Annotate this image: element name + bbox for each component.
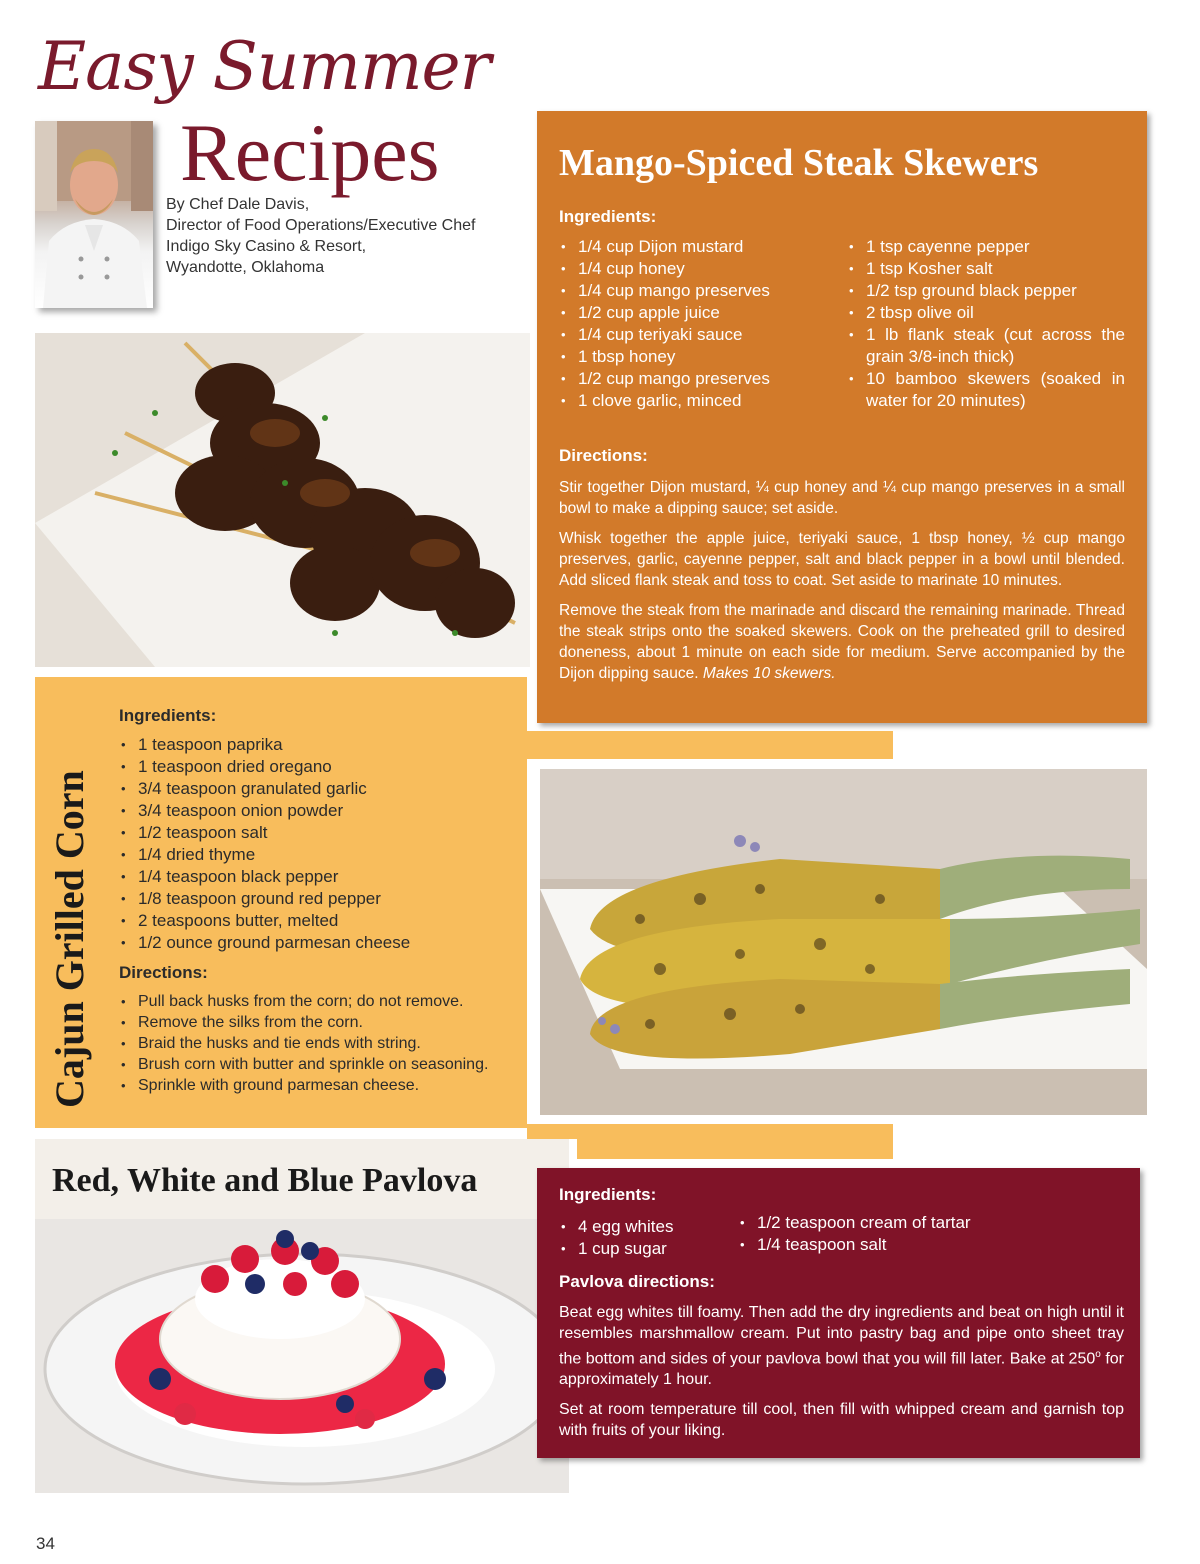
title-easy-summer: Easy Summer	[38, 28, 491, 105]
corn-accent-bar-bottom	[527, 1124, 893, 1159]
pavlova-ingredients-right	[738, 1212, 1038, 1256]
list-item: • 1 lb flank steak (cut across the grain 3/8-inch thick)	[847, 324, 1125, 368]
list-item: • 1 teaspoon dried oregano	[119, 756, 519, 778]
list-item: • Braid the husks and tie ends with string.	[119, 1033, 519, 1054]
list-item: • 1 tsp Kosher salt	[847, 258, 1125, 280]
list-item: • 1/4 dried thyme	[119, 844, 519, 866]
corn-accent-bar-top	[527, 731, 893, 759]
byline-line-3: Indigo Sky Casino & Resort,	[166, 238, 367, 255]
list-item: • 1/2 tsp ground black pepper	[847, 280, 1125, 302]
degree-mark: o	[1095, 1349, 1101, 1360]
list-item: • 1/4 teaspoon salt	[738, 1234, 1038, 1256]
pavlova-ingredients-left	[559, 1216, 729, 1260]
list-item: • 1/2 cup apple juice	[559, 302, 829, 324]
steak-ingredients-right	[847, 236, 1125, 412]
list-item: • 1 clove garlic, minced	[559, 390, 829, 412]
chef-photo	[35, 121, 153, 308]
list-item: • 1/4 cup teriyaki sauce	[559, 324, 829, 346]
list-item: • 1 tsp cayenne pepper	[847, 236, 1125, 258]
list-item: • 3/4 teaspoon granulated garlic	[119, 778, 519, 800]
steak-ingredients-heading: Ingredients:	[559, 207, 657, 226]
corn-ingredients-heading: Ingredients:	[119, 706, 217, 725]
list-item: • Sprinkle with ground parmesan cheese.	[119, 1075, 519, 1096]
list-item: • 1/2 ounce ground parmesan cheese	[119, 932, 519, 954]
steak-direction-paragraph: Whisk together the apple juice, teriyaki sauce, 1 tbsp honey, ½ cup mango preserves, garlic, cayenne pepper, salt and black pepper in a bowl until blended. Add sliced flank steak and toss to coat. Set aside to marinate 10 minutes.	[559, 530, 1125, 589]
list-item: • 10 bamboo skewers (soaked in water for 20 minutes)	[847, 368, 1125, 412]
list-item: • 1/8 teaspoon ground red pepper	[119, 888, 519, 910]
list-item: • 1 teaspoon paprika	[119, 734, 519, 756]
list-item: • 1 tbsp honey	[559, 346, 829, 368]
list-item: • 4 egg whites	[559, 1216, 729, 1238]
steak-ingredients-left	[559, 236, 829, 412]
page-number: 34	[36, 1534, 55, 1553]
steak-direction-paragraph: Stir together Dijon mustard, ¼ cup honey and ¼ cup mango preserves in a small bowl to make a dipping sauce; set aside.	[559, 479, 1125, 517]
corn-recipe-text	[119, 706, 519, 1096]
grilled-corn-photo	[540, 769, 1147, 1115]
corn-ingredients-list	[119, 734, 519, 954]
pavlova-direction-paragraph	[559, 1302, 1124, 1390]
pavlova-direction-text: Beat egg whites till foamy. Then add the dry ingredients and beat on high until it resembles marshmallow cream. Put into pastry bag and pipe onto sheet tray the bottom and sides of your pavlova bowl that you will fill later. Bake at 250	[559, 1304, 1124, 1368]
list-item: • 1/4 cup Dijon mustard	[559, 236, 829, 258]
list-item: • 1/2 teaspoon salt	[119, 822, 519, 844]
list-item: • Remove the silks from the corn.	[119, 1012, 519, 1033]
pavlova-direction-text: for approximately 1 hour.	[559, 1350, 1124, 1389]
list-item: • 1/2 cup mango preserves	[559, 368, 829, 390]
steak-skewers-photo	[35, 333, 530, 667]
title-recipes: Recipes	[180, 107, 440, 198]
pavlova-directions	[559, 1302, 1124, 1450]
pavlova-direction-paragraph: Set at room temperature till cool, then fill with whipped cream and garnish top with fruits of your liking.	[559, 1401, 1124, 1440]
byline-line-1: By Chef Dale Davis,	[166, 196, 310, 213]
byline-line-4: Wyandotte, Oklahoma	[166, 259, 325, 276]
steak-recipe-title: Mango-Spiced Steak Skewers	[559, 142, 1039, 184]
list-item: • 2 tbsp olive oil	[847, 302, 1125, 324]
pavlova-recipe-title: Red, White and Blue Pavlova	[52, 1162, 478, 1199]
list-item: • Brush corn with butter and sprinkle on seasoning.	[119, 1054, 519, 1075]
steak-yield: Makes 10 skewers.	[702, 665, 836, 682]
list-item: • 1/4 cup mango preserves	[559, 280, 829, 302]
pavlova-recipe-box	[537, 1168, 1140, 1458]
pavlova-directions-heading: Pavlova directions:	[559, 1272, 715, 1291]
corn-directions-heading: Directions:	[119, 963, 208, 982]
list-item: • 1/4 cup honey	[559, 258, 829, 280]
pavlova-ingredients-heading: Ingredients:	[559, 1185, 657, 1204]
steak-directions-heading: Directions:	[559, 446, 648, 465]
list-item: • 1/2 teaspoon cream of tartar	[738, 1212, 1038, 1234]
steak-recipe-box	[537, 111, 1147, 723]
steak-direction-text: Remove the steak from the marinade and discard the remaining marinade. Thread the steak strips onto the soaked skewers. Cook on the preheated grill to desired doneness, about 1 minute on each side for medium. Serve accompanied by the Dijon dipping sauce.	[559, 602, 1125, 682]
list-item: • 3/4 teaspoon onion powder	[119, 800, 519, 822]
corn-directions-list	[119, 991, 519, 1096]
list-item: • 2 teaspoons butter, melted	[119, 910, 519, 932]
steak-directions	[559, 477, 1125, 693]
list-item: • Pull back husks from the corn; do not remove.	[119, 991, 519, 1012]
steak-direction-paragraph	[559, 600, 1125, 684]
list-item: • 1/4 teaspoon black pepper	[119, 866, 519, 888]
list-item: • 1 cup sugar	[559, 1238, 729, 1260]
corn-recipe-title: Cajun Grilled Corn	[47, 770, 92, 1108]
byline-line-2: Director of Food Operations/Executive Chef	[166, 217, 476, 234]
